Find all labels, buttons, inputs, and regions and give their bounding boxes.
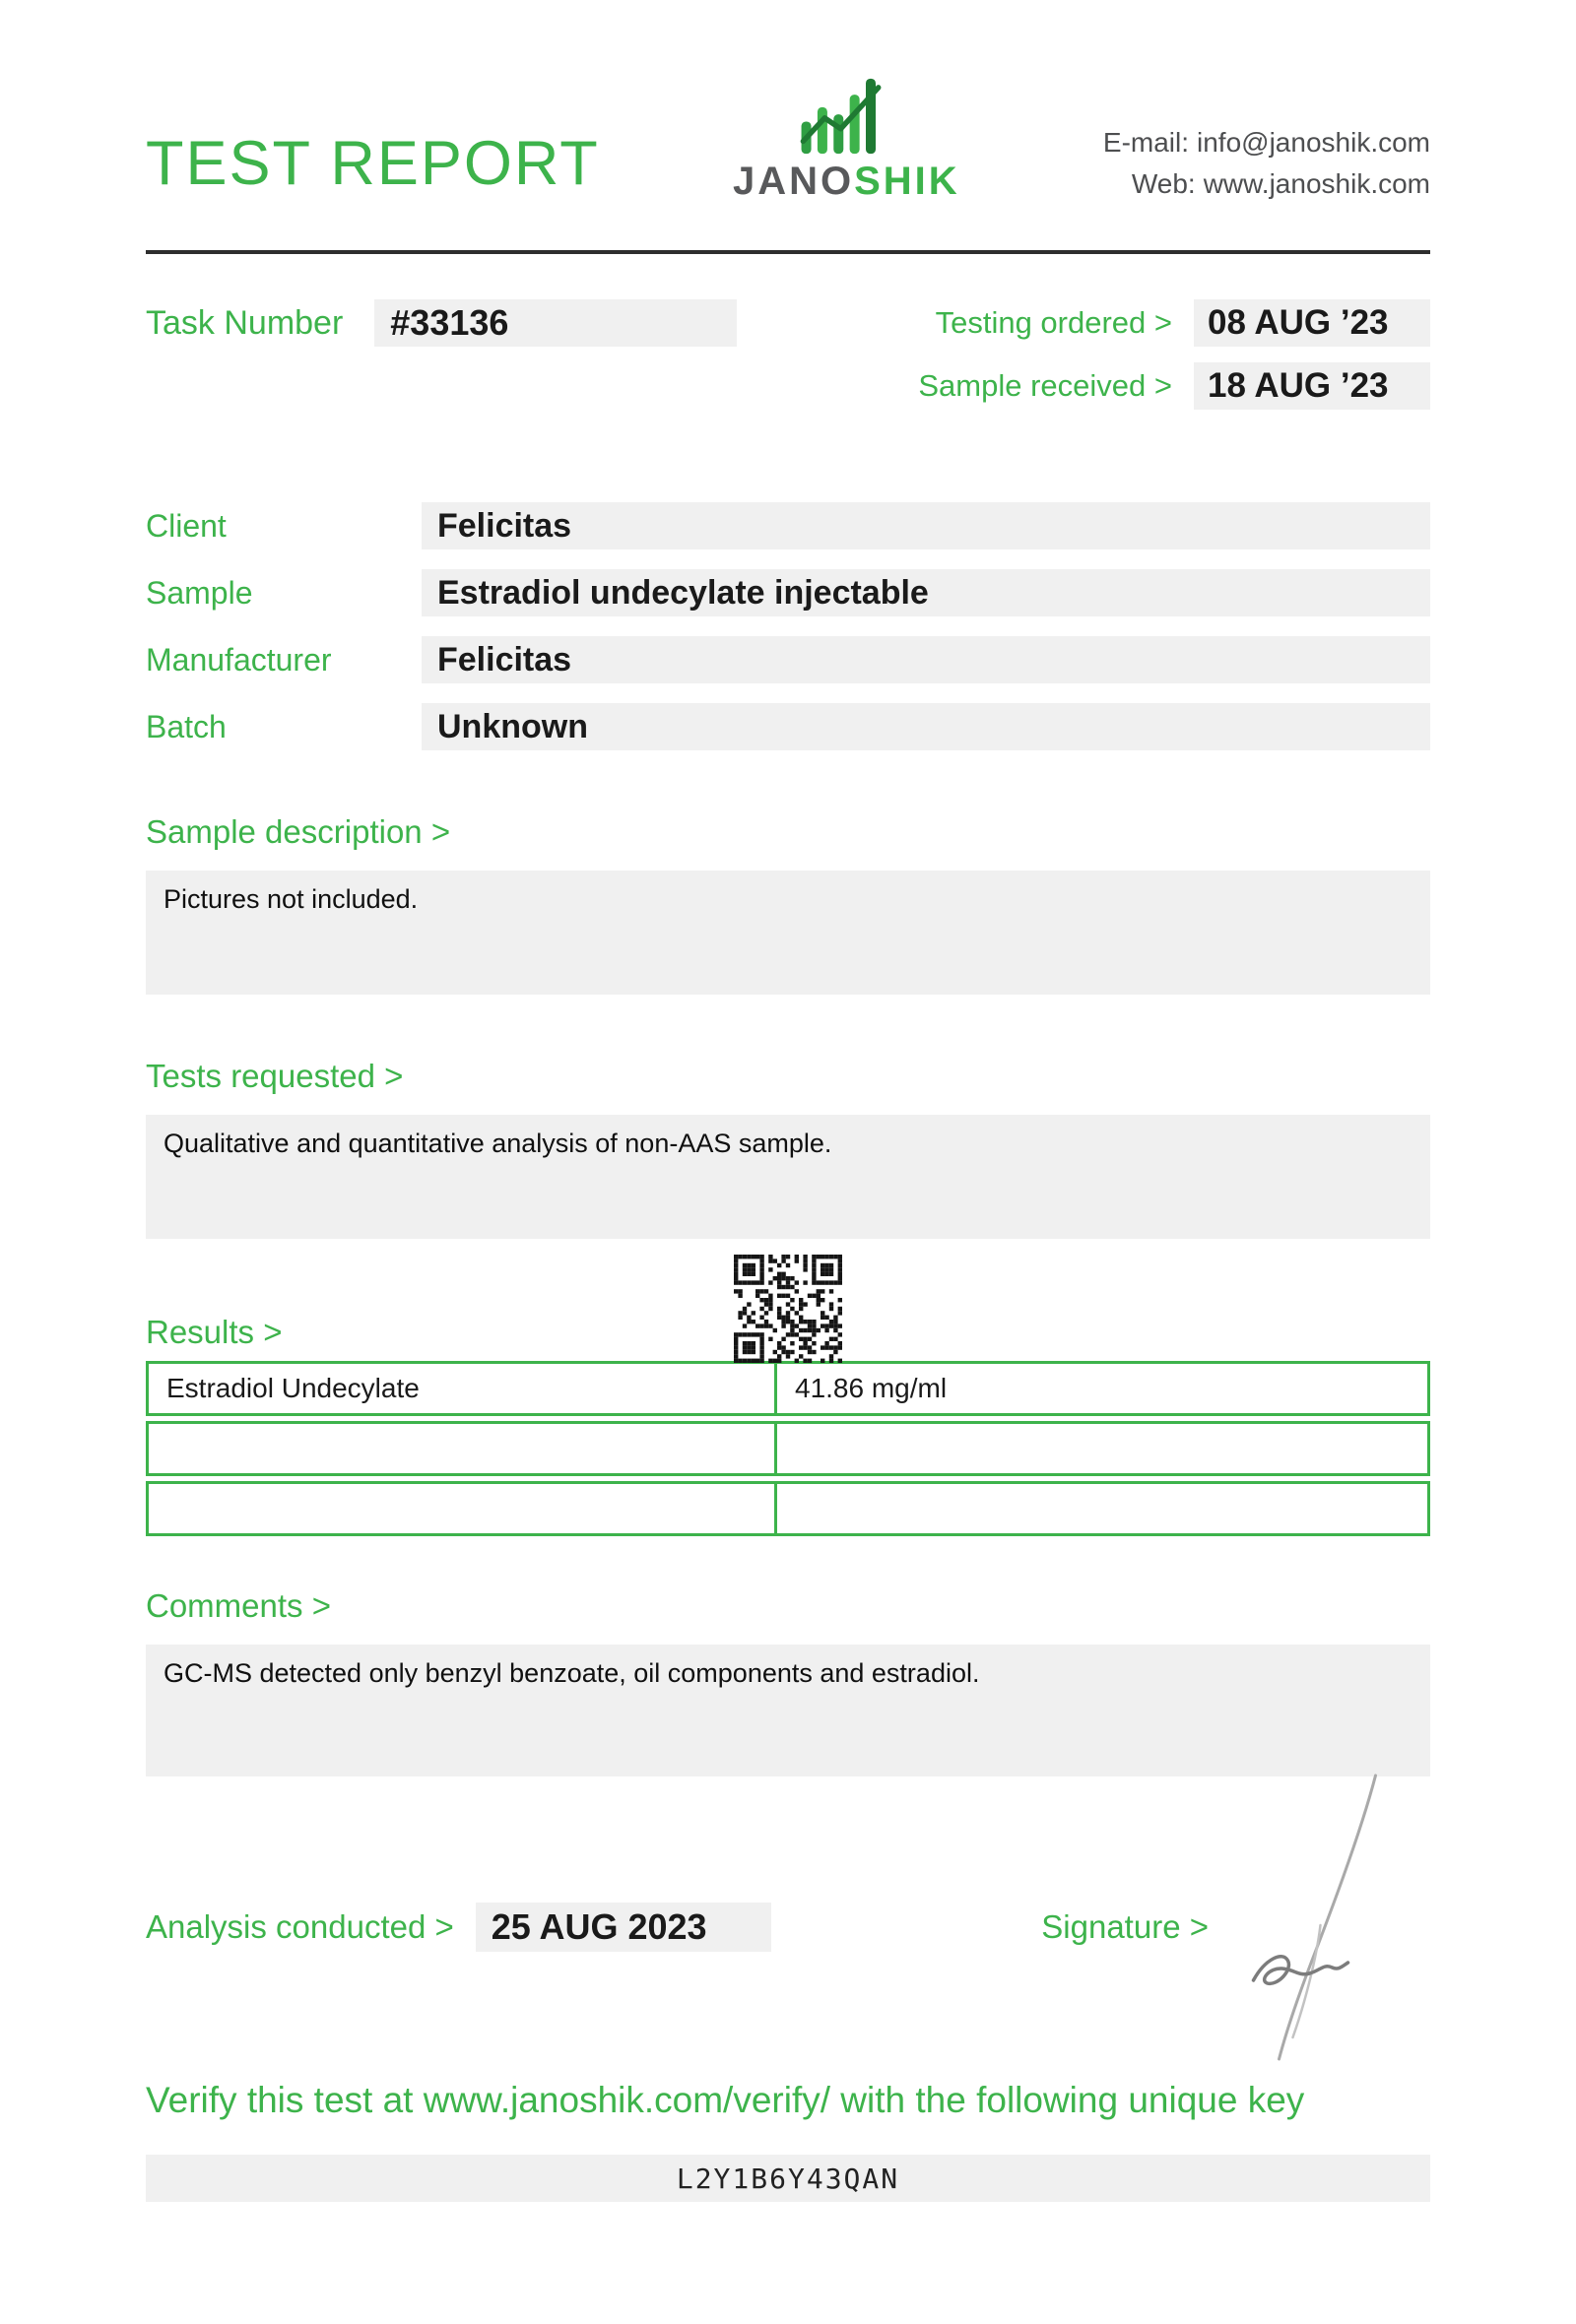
sample-label: Sample: [146, 574, 253, 611]
logo-wordmark: [733, 160, 960, 204]
page-title: TEST REPORT: [146, 129, 600, 198]
task-number-row: [146, 299, 737, 347]
web-line: [1103, 163, 1430, 205]
signature-label: Signature >: [1041, 1908, 1209, 1945]
logo-text-shik: SHIK: [854, 160, 960, 203]
table-row: [146, 1481, 1430, 1536]
result-concentration: [777, 1484, 1427, 1533]
sample-received-row: [918, 362, 1430, 410]
sample-row: [146, 569, 1430, 616]
sample-received-label: Sample received >: [918, 368, 1172, 403]
task-number-value: #33136: [374, 299, 737, 347]
task-number-label: Task Number: [146, 303, 344, 342]
analysis-date-value: 25 AUG 2023: [476, 1903, 771, 1952]
comments-heading: Comments >: [146, 1587, 331, 1624]
results-table: [146, 1361, 1430, 1536]
manufacturer-label: Manufacturer: [146, 641, 332, 678]
table-row: [146, 1361, 1430, 1416]
verify-instruction: Verify this test at www.janoshik.com/verify/ with the following unique key: [146, 2080, 1305, 2120]
table-row: [146, 1421, 1430, 1476]
sample-description-box: Pictures not included.: [146, 871, 1430, 995]
results-header-area: [146, 1247, 1430, 1361]
tests-requested-box: Qualitative and quantitative analysis of non-AAS sample.: [146, 1115, 1430, 1239]
header: [146, 77, 1430, 217]
signature-icon: [1223, 1770, 1396, 2065]
email-line: [1103, 122, 1430, 163]
analysis-signature-row: [146, 1903, 1430, 1952]
qr-code: [734, 1255, 842, 1363]
janoshik-logo: [733, 77, 960, 204]
manufacturer-value: Felicitas: [422, 636, 1430, 683]
task-section: [146, 299, 1430, 410]
logo-text-jano: JANO: [732, 160, 855, 203]
testing-ordered-value: 08 AUG ’23: [1194, 299, 1430, 347]
signature-space: [1209, 1903, 1430, 1952]
client-row: [146, 502, 1430, 549]
analysis-conducted: [146, 1903, 771, 1952]
email-label: E-mail:: [1102, 127, 1190, 158]
details-section: [146, 502, 1430, 750]
result-substance: Estradiol Undecylate: [149, 1364, 777, 1413]
batch-label: Batch: [146, 708, 227, 744]
bar-chart-logo-icon: [799, 77, 893, 156]
result-concentration: 41.86 mg/ml: [795, 1373, 948, 1403]
web-label: Web:: [1131, 168, 1196, 199]
sample-value: Estradiol undecylate injectable: [422, 569, 1430, 616]
results-heading: Results >: [146, 1314, 283, 1350]
batch-row: [146, 703, 1430, 750]
unique-key-value: L2Y1B6Y43QAN: [676, 2162, 900, 2195]
manufacturer-row: [146, 636, 1430, 683]
qr-code-icon: [734, 1255, 842, 1363]
sample-description-heading: Sample description >: [146, 813, 451, 850]
email-value: info@janoshik.com: [1197, 127, 1430, 158]
contact-info: [1103, 122, 1430, 205]
signature-area: [1041, 1903, 1430, 1952]
header-divider: [146, 250, 1430, 254]
result-substance: [149, 1484, 777, 1533]
result-concentration: [777, 1424, 1427, 1473]
testing-ordered-row: [918, 299, 1430, 347]
sample-received-value: 18 AUG ’23: [1194, 362, 1430, 410]
testing-ordered-label: Testing ordered >: [935, 305, 1172, 340]
client-label: Client: [146, 507, 227, 544]
batch-value: Unknown: [422, 703, 1430, 750]
tests-requested-heading: Tests requested >: [146, 1058, 404, 1094]
result-substance: [149, 1424, 777, 1473]
unique-key-box: [146, 2155, 1430, 2202]
order-dates: [918, 299, 1430, 410]
comments-box: GC-MS detected only benzyl benzoate, oil components and estradiol.: [146, 1645, 1430, 1776]
web-value: www.janoshik.com: [1203, 168, 1430, 199]
client-value: Felicitas: [422, 502, 1430, 549]
analysis-conducted-label: Analysis conducted >: [146, 1908, 454, 1945]
